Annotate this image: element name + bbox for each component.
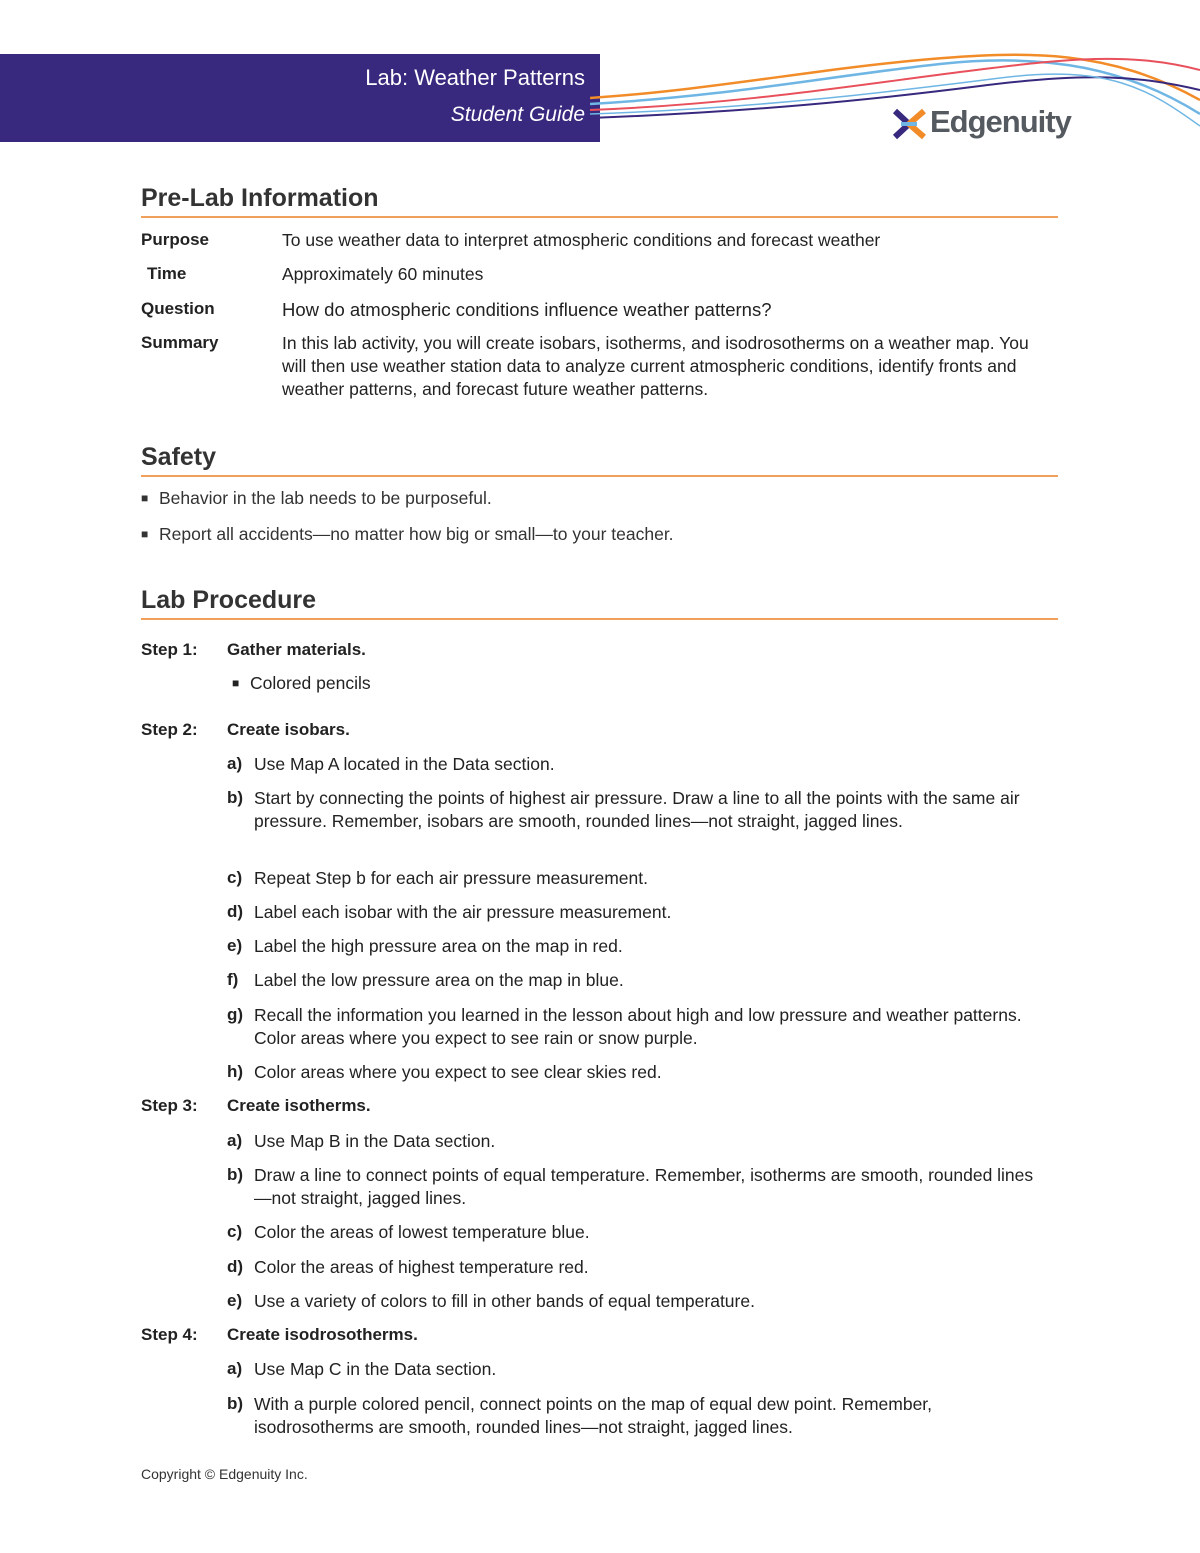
question-value: How do atmospheric conditions influence weather patterns? — [282, 299, 772, 320]
document-subtitle: Student Guide — [450, 103, 585, 126]
step-4-label: Step 4: — [141, 1325, 198, 1344]
substep-text: Use Map A located in the Data section. — [254, 754, 555, 774]
substep-text: Recall the information you learned in the lesson about high and low pressure and weather patterns. Color areas where you expect to see rain or snow purple. — [254, 1005, 1022, 1048]
substep-text: Color the areas of highest temperature red. — [254, 1257, 589, 1277]
substep-text: Use Map C in the Data section. — [254, 1359, 497, 1379]
purpose-value: To use weather data to interpret atmospheric conditions and forecast weather — [282, 230, 881, 250]
question-label: Question — [141, 299, 215, 318]
header-band — [0, 54, 600, 142]
summary-label: Summary — [141, 333, 219, 352]
substep-letter: c) — [227, 868, 243, 887]
substep-text: Use Map B in the Data section. — [254, 1131, 496, 1151]
edgenuity-x-icon — [893, 108, 927, 140]
summary-value: In this lab activity, you will create isobars, isotherms, and isodrosotherms on a weather map. You will then use weather station data to analyze current atmospheric conditions, identify fronts and weather patterns, and forecast future weather patterns. — [282, 333, 1029, 399]
bullet-icon: ■ — [141, 527, 149, 541]
substep-letter: h) — [227, 1062, 244, 1081]
substep-text: Label each isobar with the air pressure measurement. — [254, 902, 672, 922]
safety-heading: Safety — [141, 442, 1058, 477]
safety-item — [141, 524, 674, 545]
substep-text: Repeat Step b for each air pressure measurement. — [254, 868, 648, 888]
safety-item-text: Behavior in the lab needs to be purposeful. — [159, 488, 492, 508]
step-1-title: Gather materials. — [227, 640, 366, 659]
safety-item — [141, 488, 492, 509]
step-2-title: Create isobars. — [227, 720, 350, 739]
substep-letter: e) — [227, 1291, 243, 1310]
substep-letter: c) — [227, 1222, 243, 1241]
time-label: Time — [147, 264, 187, 283]
substep-text: Draw a line to connect points of equal temperature. Remember, isotherms are smooth, rounded lines—not straight, jagged lines. — [254, 1165, 1034, 1208]
substep-letter: b) — [227, 788, 244, 807]
brand-name: Edgenuity — [930, 104, 1071, 139]
substep-text: Use a variety of colors to fill in other bands of equal temperature. — [254, 1291, 755, 1311]
prelab-heading: Pre-Lab Information — [141, 183, 1058, 218]
substep-letter: a) — [227, 754, 243, 773]
copyright: Copyright © Edgenuity Inc. — [141, 1466, 308, 1482]
step-1-label: Step 1: — [141, 640, 198, 659]
substep-text: Color the areas of lowest temperature blue. — [254, 1222, 590, 1242]
substep-text: Start by connecting the points of highest air pressure. Draw a line to all the points with the same air pressure. Remember, isobars are smooth, rounded lines—not straight, jagged lines. — [254, 788, 1020, 831]
bullet-icon: ■ — [141, 491, 149, 505]
step-4-title: Create isodrosotherms. — [227, 1325, 418, 1344]
substep-text: Label the low pressure area on the map in blue. — [254, 970, 624, 990]
document-title: Lab: Weather Patterns — [365, 65, 585, 90]
substep-letter: b) — [227, 1165, 244, 1184]
procedure-heading: Lab Procedure — [141, 585, 1058, 620]
substep-letter: e) — [227, 936, 243, 955]
safety-item-text: Report all accidents—no matter how big or small—to your teacher. — [159, 524, 674, 544]
step-2-label: Step 2: — [141, 720, 198, 739]
purpose-label: Purpose — [141, 230, 210, 249]
material-text: Colored pencils — [250, 673, 371, 693]
substep-text: Label the high pressure area on the map in red. — [254, 936, 623, 956]
substep-letter: b) — [227, 1394, 244, 1413]
substep-letter: a) — [227, 1131, 243, 1150]
material-item — [232, 673, 371, 694]
substep-letter: d) — [227, 902, 244, 921]
bullet-icon: ■ — [232, 676, 240, 690]
step-3-label: Step 3: — [141, 1096, 198, 1115]
step-3-title: Create isotherms. — [227, 1096, 371, 1115]
substep-letter: d) — [227, 1257, 244, 1276]
substep-letter: f) — [227, 970, 239, 989]
substep-text: Color areas where you expect to see clear skies red. — [254, 1062, 662, 1082]
time-value: Approximately 60 minutes — [282, 264, 484, 284]
substep-text: With a purple colored pencil, connect points on the map of equal dew point. Remember, isodrosotherms are smooth, rounded lines—not straight, jagged lines. — [254, 1394, 933, 1437]
substep-letter: g) — [227, 1005, 244, 1024]
substep-letter: a) — [227, 1359, 243, 1378]
